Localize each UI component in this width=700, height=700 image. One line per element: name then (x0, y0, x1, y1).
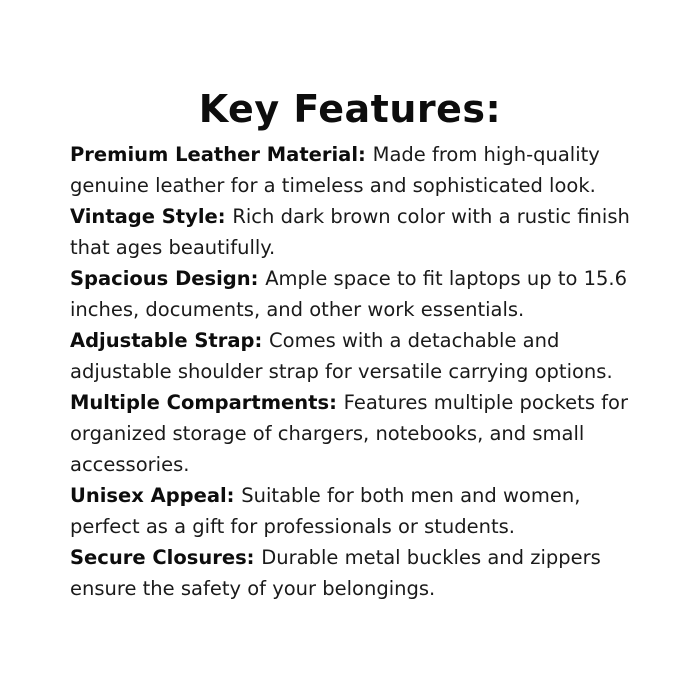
feature-heading: Secure Closures: (70, 546, 262, 569)
feature-item-unisex-appeal (70, 480, 645, 542)
feature-heading: Spacious Design: (70, 267, 266, 290)
feature-heading: Vintage Style: (70, 205, 233, 228)
feature-item-adjustable-strap (70, 325, 645, 387)
feature-heading: Multiple Compartments: (70, 391, 344, 414)
feature-item-secure-closures (70, 542, 645, 604)
feature-item-vintage-style (70, 201, 645, 263)
feature-description: Made from high-quality genuine leather for a timeless and sophisticated look. (70, 143, 600, 197)
feature-description: Comes with a detachable and adjustable shoulder strap for versatile carrying options. (70, 329, 613, 383)
feature-list (70, 139, 645, 604)
feature-description: Durable metal buckles and zippers ensure the safety of your belongings. (70, 546, 601, 600)
feature-description: Ample space to fit laptops up to 15.6 inches, documents, and other work essentials. (70, 267, 628, 321)
feature-heading: Premium Leather Material: (70, 143, 373, 166)
feature-item-multiple-compartments (70, 387, 645, 480)
feature-description: Features multiple pockets for organized storage of chargers, notebooks, and small accessories. (70, 391, 628, 476)
feature-heading: Unisex Appeal: (70, 484, 242, 507)
feature-description: Suitable for both men and women, perfect as a gift for professionals or students. (70, 484, 581, 538)
feature-heading: Adjustable Strap: (70, 329, 270, 352)
feature-description: Rich dark brown color with a rustic finish that ages beautifully. (70, 205, 630, 259)
feature-item-premium-leather (70, 139, 645, 201)
page-title: Key Features: (198, 87, 502, 131)
feature-item-spacious-design (70, 263, 645, 325)
